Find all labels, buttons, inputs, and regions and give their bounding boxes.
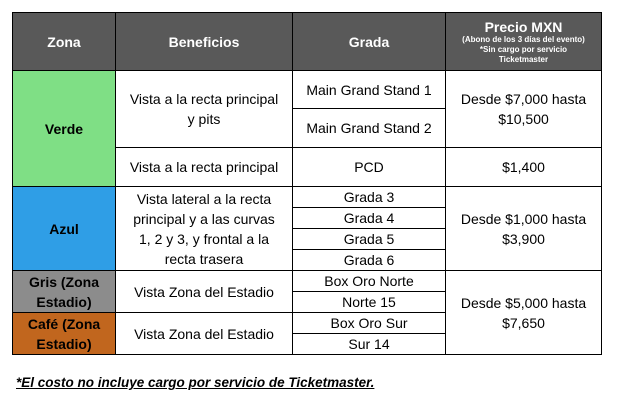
header-precio-sub3: Ticketmaster (498, 54, 549, 64)
precio-verde-b: $1,400 (446, 148, 602, 187)
precio-verde-a (446, 71, 602, 148)
zone-cafe-line1: Café (Zona (27, 315, 101, 332)
zone-cafe-line2: Estadio) (36, 335, 92, 352)
header-precio-title: Precio MXN (484, 18, 563, 35)
precio-line: $3,900 (502, 230, 545, 247)
grada-cell: PCD (293, 148, 446, 187)
pricing-table (12, 12, 602, 355)
grada-cell: Grada 6 (293, 250, 446, 271)
header-precio-sub2: *Sin cargo por servicio (479, 44, 568, 54)
table-row (13, 71, 602, 109)
precio-line: Desde $1,000 hasta (460, 210, 587, 227)
header-zona: Zona (13, 13, 116, 71)
precio-estadio (446, 271, 602, 355)
grada-cell: Grada 5 (293, 229, 446, 250)
grada-cell: Grada 3 (293, 187, 446, 208)
precio-azul (446, 187, 602, 271)
beneficio-gris: Vista Zona del Estadio (116, 271, 293, 313)
beneficio-cafe: Vista Zona del Estadio (116, 313, 293, 355)
header-grada: Grada (293, 13, 446, 71)
header-precio (446, 13, 602, 71)
grada-cell: Main Grand Stand 1 (293, 71, 446, 109)
table-row (13, 187, 602, 208)
zone-gris-line1: Gris (Zona (28, 273, 99, 290)
header-precio-sub1: (Abono de los 3 días del evento) (462, 34, 585, 44)
zone-gris-line2: Estadio) (36, 293, 92, 310)
zone-cafe (13, 313, 116, 355)
footnote: *El costo no incluye cargo por servicio de Ticketmaster. (16, 375, 375, 390)
precio-line: $7,650 (502, 314, 545, 331)
beneficio-line: principal y a las curvas (133, 210, 275, 227)
beneficio-line: Vista lateral a la recta (136, 190, 272, 207)
grada-cell: Norte 15 (293, 292, 446, 313)
beneficio-line: y pits (187, 111, 221, 127)
zone-azul: Azul (13, 187, 116, 271)
beneficio-verde-b: Vista a la recta principal (116, 148, 293, 187)
beneficio-azul (116, 187, 293, 271)
header-beneficios: Beneficios (116, 13, 293, 71)
header-row (13, 13, 602, 71)
grada-cell: Sur 14 (293, 334, 446, 355)
grada-cell: Grada 4 (293, 208, 446, 229)
beneficio-verde-a (116, 71, 293, 148)
zone-gris (13, 271, 116, 313)
grada-cell: Box Oro Norte (293, 271, 446, 292)
beneficio-line: Vista a la recta principal (129, 91, 279, 107)
grada-cell: Main Grand Stand 2 (293, 109, 446, 148)
beneficio-line: recta trasera (164, 250, 244, 267)
precio-line: Desde $5,000 hasta (460, 294, 587, 311)
table-row (13, 271, 602, 292)
grada-cell: Box Oro Sur (293, 313, 446, 334)
beneficio-line: 1, 2 y 3, y frontal a la (139, 230, 269, 247)
precio-line: $10,500 (498, 111, 549, 127)
zone-verde: Verde (13, 71, 116, 187)
precio-line: Desde $7,000 hasta (460, 91, 587, 107)
